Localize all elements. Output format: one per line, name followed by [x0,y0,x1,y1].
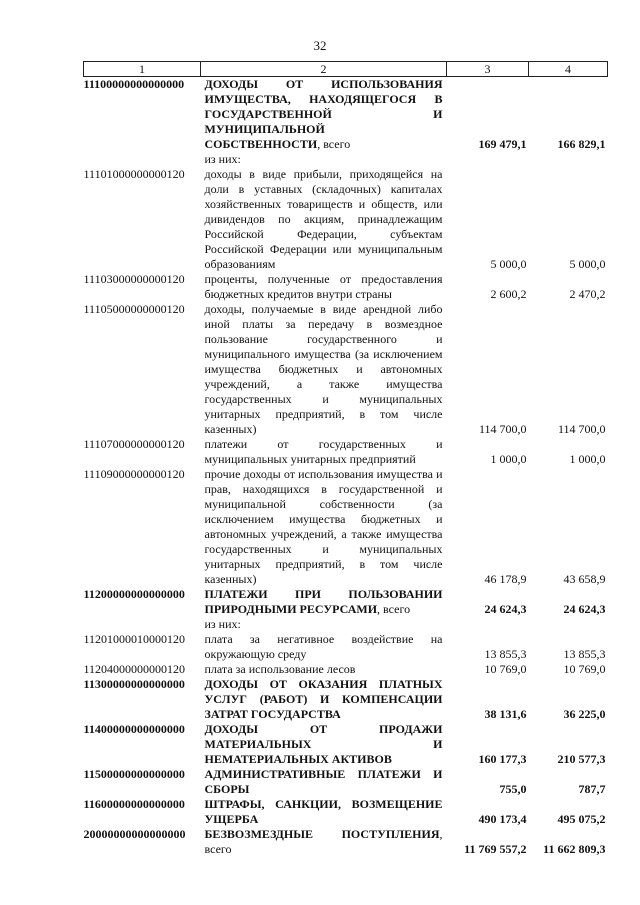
row-code: 11100000000000000 [83,77,185,91]
row-value-col4: 787,7 [578,782,606,796]
row-value-col4: 495 075,2 [557,812,606,826]
row-value-col3: 169 479,1 [478,137,527,151]
row-name: доходы в виде прибыли, приходящейся на доли в уставных (складочных) капиталах хозяйственных товариществ и обществ, или дивидендов по акциям, принадлежащим Российской Федерации, субъектам Российской Федерации или муниципальным образованиям [204,167,443,271]
row-value-col3: 11 769 557,2 [464,842,527,856]
table-row [84,272,608,302]
row-value-col4: 43 658,9 [563,572,606,586]
table-row [84,167,608,272]
row-name-suffix: , всего [317,137,351,151]
row-name-suffix: , всего [377,602,411,616]
table-row-section [84,827,608,857]
row-code: 11400000000000000 [83,722,185,736]
row-value-col3: 160 177,3 [478,752,527,766]
table-row-section [84,677,608,722]
table-row-section [84,797,608,827]
row-name [201,722,447,767]
header-row [84,62,608,77]
row-value-col4: 11 662 809,3 [543,842,606,856]
header-col-1: 1 [84,62,201,77]
row-code: 11101000000000120 [83,167,185,181]
row-value-col3: 490 173,4 [478,812,527,826]
row-value-col4: 36 225,0 [563,707,606,721]
row-code: 20000000000000000 [83,827,186,841]
row-name-bold: БЕЗВОЗМЕЗДНЫЕ ПОСТУПЛЕНИЯ [204,827,440,841]
table-row [84,632,608,662]
row-name: из них: [204,617,241,631]
row-value-col3 [447,152,529,167]
row-value-col3: 24 624,3 [484,602,527,616]
row-code: 11300000000000000 [83,677,185,691]
table-row [84,152,608,167]
row-value-col3: 46 178,9 [484,572,527,586]
row-value-col4: 1 000,0 [569,452,606,466]
row-code: 11500000000000000 [83,767,185,781]
row-code: 11600000000000000 [83,797,185,811]
row-value-col3: 5 000,0 [490,257,527,271]
row-value-col3: 114 700,0 [478,422,527,436]
table-row-section [84,587,608,617]
table-row [84,437,608,467]
row-name [201,77,447,153]
row-value-col4 [529,617,608,632]
table-row [84,662,608,677]
table-row-section [84,77,608,153]
row-code [84,617,201,632]
row-name: платежи от государственных и муниципальных унитарных предприятий [204,437,443,466]
row-name [201,797,447,827]
row-value-col3 [447,617,529,632]
row-name: из них: [204,152,241,166]
row-name [201,587,447,617]
page-number: 32 [313,38,327,53]
revenue-table [83,61,608,857]
row-value-col4: 24 624,3 [563,602,606,616]
row-name-bold: ДОХОДЫ ОТ ИСПОЛЬЗОВАНИЯ ИМУЩЕСТВА, НАХОДЯЩЕГОСЯ В ГОСУДАРСТВЕННОЙ И МУНИЦИПАЛЬНОЙ СОБСТВЕННОСТИ [204,77,443,151]
row-name-bold: ПЛАТЕЖИ ПРИ ПОЛЬЗОВАНИИ ПРИРОДНЫМИ РЕСУРСАМИ [204,587,443,616]
table-row [84,617,608,632]
row-name-bold: АДМИНИСТРАТИВНЫЕ ПЛАТЕЖИ И СБОРЫ [204,767,443,796]
header-col-4: 4 [529,62,608,77]
row-value-col3: 1 000,0 [490,452,527,466]
row-code: 11109000000000120 [83,467,185,481]
row-code [84,152,201,167]
table-row [84,467,608,587]
row-value-col4: 114 700,0 [557,422,606,436]
row-value-col4 [529,152,608,167]
row-value-col4: 5 000,0 [569,257,606,271]
row-value-col4: 210 577,3 [557,752,606,766]
row-name [201,827,447,857]
row-name [201,677,447,722]
table-body [84,77,608,858]
header-col-2: 2 [201,62,447,77]
row-name [201,767,447,797]
row-name-bold: ШТРАФЫ, САНКЦИИ, ВОЗМЕЩЕНИЕ УЩЕРБА [204,797,443,826]
row-value-col4: 10 769,0 [563,662,606,676]
row-value-col3: 13 855,3 [484,647,527,661]
table-row-section [84,767,608,797]
row-code: 11107000000000120 [83,437,185,451]
row-name-bold: ДОХОДЫ ОТ ПРОДАЖИ МАТЕРИАЛЬНЫХ И НЕМАТЕРИАЛЬНЫХ АКТИВОВ [204,722,443,766]
row-name-bold: ДОХОДЫ ОТ ОКАЗАНИЯ ПЛАТНЫХ УСЛУГ (РАБОТ) И КОМПЕНСАЦИИ ЗАТРАТ ГОСУДАРСТВА [204,677,443,721]
row-value-col3: 2 600,2 [490,287,527,301]
row-code: 11200000000000000 [83,587,185,601]
row-code: 11105000000000120 [83,302,185,316]
row-value-col4: 166 829,1 [557,137,606,151]
row-name: доходы, получаемые в виде арендной либо иной платы за передачу в возмездное пользование государственного и муниципального имущества (за исключением имущества бюджетных и автономных учреждений, а также имущества государственных и муниципальных унитарных предприятий, в том числе казенных) [204,302,443,436]
row-value-col4: 13 855,3 [563,647,606,661]
row-name-suffix: , всего [204,827,443,856]
header-col-3: 3 [447,62,529,77]
row-code: 11204000000000120 [83,662,186,676]
row-name: прочие доходы от использования имущества и прав, находящихся в государственной и муниципальной собственности (за исключением имущества бюджетных и автономных учреждений, а также имущества государственных и муниципальных унитарных предприятий, в том числе казенных) [204,467,443,586]
row-name: проценты, полученные от предоставления бюджетных кредитов внутри страны [204,272,443,301]
row-code: 11201000010000120 [83,632,186,646]
row-value-col3: 10 769,0 [484,662,527,676]
row-code: 11103000000000120 [83,272,185,286]
row-value-col4: 2 470,2 [569,287,606,301]
table-row-section [84,722,608,767]
row-name: плата за негативное воздействие на окружающую среду [204,632,443,661]
row-value-col3: 38 131,6 [484,707,527,721]
table-row [84,302,608,437]
row-value-col3: 755,0 [499,782,527,796]
row-name: плата за использование лесов [204,662,356,676]
